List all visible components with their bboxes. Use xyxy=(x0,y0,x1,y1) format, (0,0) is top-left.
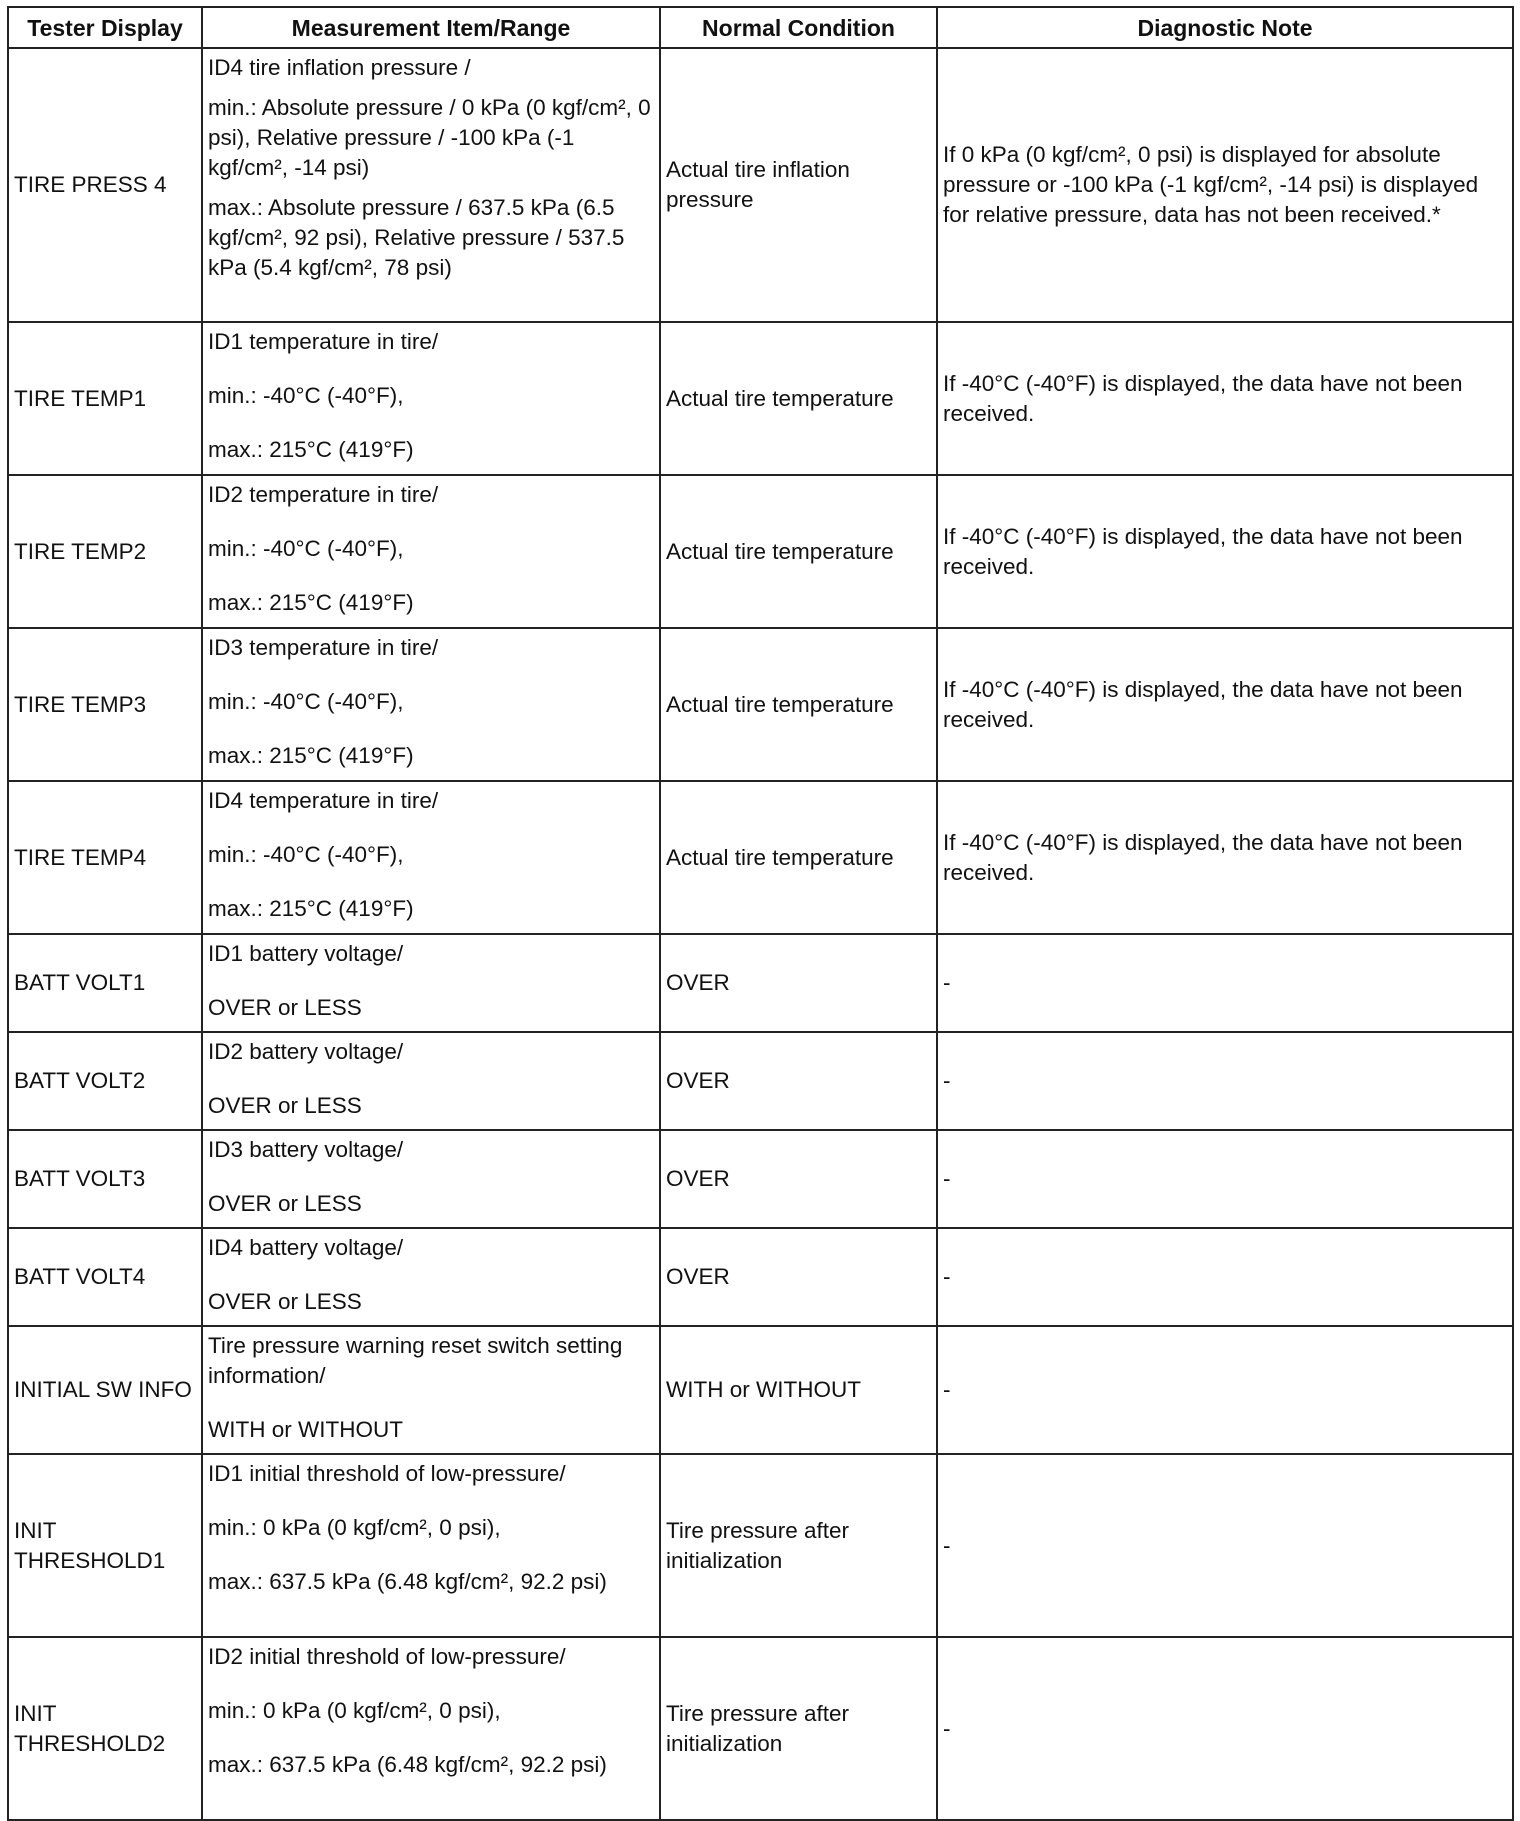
document-page xyxy=(7,6,1514,1821)
header-diagnostic-note: Diagnostic Note xyxy=(937,7,1513,48)
range-line: ID1 temperature in tire/ xyxy=(208,329,439,354)
table-row xyxy=(8,1637,1513,1820)
range-line: ID4 tire inflation pressure / xyxy=(208,55,471,80)
range-line: ID4 battery voltage/ xyxy=(208,1235,404,1260)
range-line: max.: 215°C (419°F) xyxy=(208,437,414,462)
diagnostic-note-cell: If -40°C (-40°F) is displayed, the data have not been received. xyxy=(937,781,1513,934)
tester-display-cell: INIT THRESHOLD2 xyxy=(8,1637,202,1820)
tester-display-cell: BATT VOLT2 xyxy=(8,1032,202,1130)
table-row xyxy=(8,322,1513,475)
measurement-range-cell xyxy=(202,1326,660,1454)
normal-condition-cell: OVER xyxy=(660,934,937,1032)
measurement-range-cell xyxy=(202,475,660,628)
range-line: OVER or LESS xyxy=(208,995,362,1020)
measurement-range-cell xyxy=(202,1228,660,1326)
range-line: ID1 battery voltage/ xyxy=(208,941,404,966)
range-line: max.: 637.5 kPa (6.48 kgf/cm², 92.2 psi) xyxy=(208,1752,607,1777)
normal-condition-cell: Actual tire temperature xyxy=(660,322,937,475)
range-line: OVER or LESS xyxy=(208,1093,362,1118)
range-line: OVER or LESS xyxy=(208,1289,362,1314)
diagnostic-note-cell: If 0 kPa (0 kgf/cm², 0 psi) is displayed for absolute pressure or -100 kPa (-1 kgf/cm², -14 psi) is displayed for relative pressure, data has not been received.* xyxy=(937,48,1513,322)
measurement-range-cell xyxy=(202,934,660,1032)
tester-display-cell: INIT THRESHOLD1 xyxy=(8,1454,202,1637)
range-line: ID2 temperature in tire/ xyxy=(208,482,439,507)
diagnostic-note-cell: If -40°C (-40°F) is displayed, the data have not been received. xyxy=(937,628,1513,781)
normal-condition-cell: OVER xyxy=(660,1228,937,1326)
table-row xyxy=(8,1326,1513,1454)
range-line: Tire pressure warning reset switch setting information/ xyxy=(208,1333,623,1388)
diagnostic-note-cell: - xyxy=(937,934,1513,1032)
measurement-range-cell xyxy=(202,1032,660,1130)
range-line: WITH or WITHOUT xyxy=(208,1417,403,1442)
diagnostic-note-cell: - xyxy=(937,1032,1513,1130)
header-normal-condition: Normal Condition xyxy=(660,7,937,48)
normal-condition-cell: Actual tire temperature xyxy=(660,475,937,628)
measurement-range-cell xyxy=(202,628,660,781)
tester-display-cell: TIRE TEMP3 xyxy=(8,628,202,781)
tester-display-cell: BATT VOLT4 xyxy=(8,1228,202,1326)
range-line: ID4 temperature in tire/ xyxy=(208,788,439,813)
diagnostic-note-cell: If -40°C (-40°F) is displayed, the data have not been received. xyxy=(937,475,1513,628)
table-row xyxy=(8,1032,1513,1130)
range-line: ID1 initial threshold of low-pressure/ xyxy=(208,1461,566,1486)
tester-display-cell: TIRE TEMP4 xyxy=(8,781,202,934)
diagnostic-note-cell: - xyxy=(937,1454,1513,1637)
measurement-range-cell xyxy=(202,1637,660,1820)
normal-condition-cell: Actual tire temperature xyxy=(660,781,937,934)
range-line: ID2 initial threshold of low-pressure/ xyxy=(208,1644,566,1669)
diagnostic-note-cell: - xyxy=(937,1130,1513,1228)
range-line: max.: 637.5 kPa (6.48 kgf/cm², 92.2 psi) xyxy=(208,1569,607,1594)
header-measurement-range: Measurement Item/Range xyxy=(202,7,660,48)
table-row xyxy=(8,934,1513,1032)
normal-condition-cell: OVER xyxy=(660,1032,937,1130)
table-header-row xyxy=(8,7,1513,48)
tester-display-cell: BATT VOLT1 xyxy=(8,934,202,1032)
range-line: min.: 0 kPa (0 kgf/cm², 0 psi), xyxy=(208,1698,501,1723)
range-line: max.: 215°C (419°F) xyxy=(208,896,414,921)
range-line: max.: 215°C (419°F) xyxy=(208,743,414,768)
table-row xyxy=(8,475,1513,628)
tester-display-cell: INITIAL SW INFO xyxy=(8,1326,202,1454)
tester-display-cell: TIRE TEMP1 xyxy=(8,322,202,475)
table-row xyxy=(8,1130,1513,1228)
normal-condition-cell: OVER xyxy=(660,1130,937,1228)
range-line: OVER or LESS xyxy=(208,1191,362,1216)
tester-display-cell: TIRE TEMP2 xyxy=(8,475,202,628)
range-line: min.: -40°C (-40°F), xyxy=(208,689,404,714)
normal-condition-cell: WITH or WITHOUT xyxy=(660,1326,937,1454)
range-line: min.: -40°C (-40°F), xyxy=(208,383,404,408)
range-line: min.: -40°C (-40°F), xyxy=(208,536,404,561)
diagnostic-note-cell: - xyxy=(937,1637,1513,1820)
diagnostic-note-cell: - xyxy=(937,1326,1513,1454)
normal-condition-cell: Tire pressure after initialization xyxy=(660,1637,937,1820)
range-line: ID3 temperature in tire/ xyxy=(208,635,439,660)
range-line: max.: 215°C (419°F) xyxy=(208,590,414,615)
diagnostic-note-cell: If -40°C (-40°F) is displayed, the data have not been received. xyxy=(937,322,1513,475)
table-row xyxy=(8,1454,1513,1637)
tester-display-cell: TIRE PRESS 4 xyxy=(8,48,202,322)
table-row xyxy=(8,48,1513,322)
table-row xyxy=(8,628,1513,781)
range-line: min.: 0 kPa (0 kgf/cm², 0 psi), xyxy=(208,1515,501,1540)
measurement-range-cell xyxy=(202,1454,660,1637)
range-line: ID2 battery voltage/ xyxy=(208,1039,404,1064)
tester-display-cell: BATT VOLT3 xyxy=(8,1130,202,1228)
measurement-range-cell xyxy=(202,781,660,934)
measurement-range-cell xyxy=(202,48,660,322)
measurement-range-cell xyxy=(202,322,660,475)
range-line: min.: Absolute pressure / 0 kPa (0 kgf/cm², 0 psi), Relative pressure / -100 kPa (-1 kgf/cm², -14 psi) xyxy=(208,95,651,180)
normal-condition-cell: Actual tire temperature xyxy=(660,628,937,781)
range-line: max.: Absolute pressure / 637.5 kPa (6.5 kgf/cm², 92 psi), Relative pressure / 537.5 kPa (5.4 kgf/cm², 78 psi) xyxy=(208,195,625,280)
diagnostic-note-cell: - xyxy=(937,1228,1513,1326)
tester-data-table xyxy=(7,6,1514,1821)
header-tester-display: Tester Display xyxy=(8,7,202,48)
range-line: ID3 battery voltage/ xyxy=(208,1137,404,1162)
measurement-range-cell xyxy=(202,1130,660,1228)
table-row xyxy=(8,1228,1513,1326)
table-row xyxy=(8,781,1513,934)
normal-condition-cell: Actual tire inflation pressure xyxy=(660,48,937,322)
range-line: min.: -40°C (-40°F), xyxy=(208,842,404,867)
normal-condition-cell: Tire pressure after initialization xyxy=(660,1454,937,1637)
